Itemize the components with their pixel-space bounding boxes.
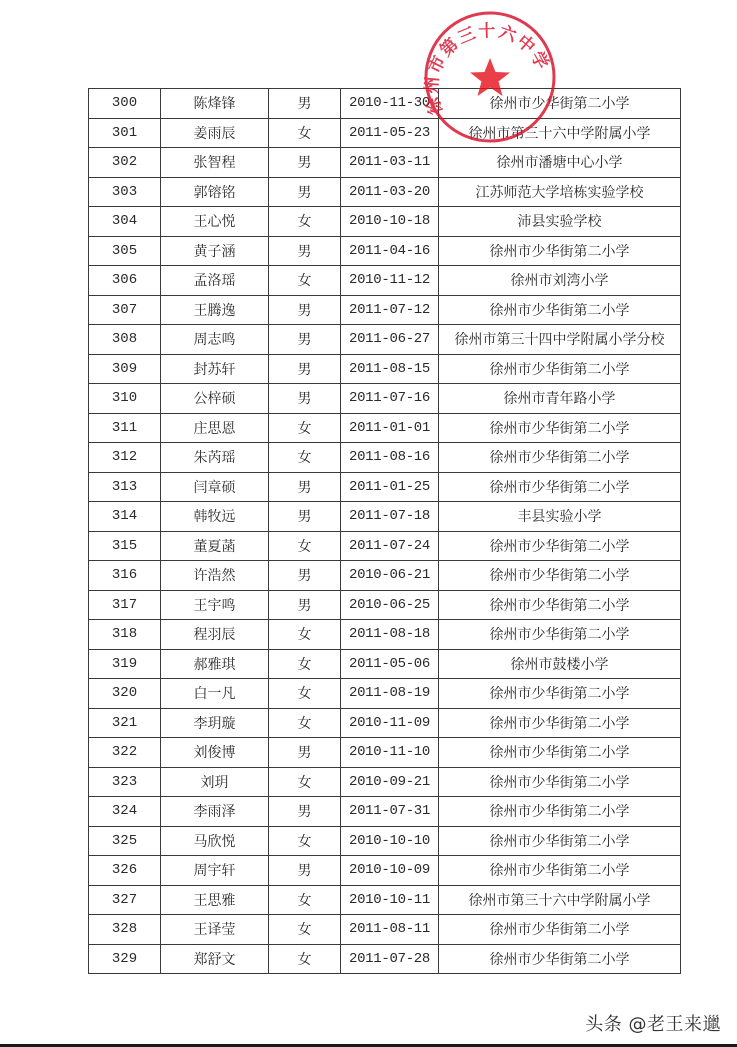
birth-date-cell: 2010-11-30 [341,89,439,119]
table-row [89,679,681,709]
table-row [89,885,681,915]
student-gender-cell: 女 [269,649,341,679]
birth-date-cell: 2011-01-01 [341,413,439,443]
school-name-cell: 徐州市少华街第二小学 [439,708,681,738]
birth-date-cell: 2011-07-12 [341,295,439,325]
birth-date-cell: 2011-03-11 [341,148,439,178]
row-number-cell: 318 [89,620,161,650]
student-gender-cell: 男 [269,384,341,414]
school-name-cell: 徐州市少华街第二小学 [439,826,681,856]
row-number-cell: 315 [89,531,161,561]
student-gender-cell: 女 [269,443,341,473]
table-row [89,207,681,237]
student-gender-cell: 女 [269,767,341,797]
row-number-cell: 328 [89,915,161,945]
school-name-cell: 徐州市第三十六中学附属小学 [439,118,681,148]
row-number-cell: 309 [89,354,161,384]
school-name-cell: 徐州市少华街第二小学 [439,944,681,974]
table-row [89,915,681,945]
row-number-cell: 324 [89,797,161,827]
student-gender-cell: 男 [269,325,341,355]
student-gender-cell: 女 [269,620,341,650]
birth-date-cell: 2011-01-25 [341,472,439,502]
student-name-cell: 王宇鸣 [161,590,269,620]
row-number-cell: 310 [89,384,161,414]
student-name-cell: 郑舒文 [161,944,269,974]
student-gender-cell: 女 [269,118,341,148]
student-name-cell: 闫章硕 [161,472,269,502]
student-name-cell: 郭镕铭 [161,177,269,207]
table-row [89,620,681,650]
student-name-cell: 封苏轩 [161,354,269,384]
row-number-cell: 308 [89,325,161,355]
student-name-cell: 韩牧远 [161,502,269,532]
table-row [89,502,681,532]
school-name-cell: 徐州市少华街第二小学 [439,89,681,119]
row-number-cell: 316 [89,561,161,591]
row-number-cell: 322 [89,738,161,768]
student-gender-cell: 女 [269,708,341,738]
student-gender-cell: 男 [269,472,341,502]
row-number-cell: 313 [89,472,161,502]
student-name-cell: 张智程 [161,148,269,178]
row-number-cell: 304 [89,207,161,237]
student-name-cell: 王思雅 [161,885,269,915]
student-gender-cell: 女 [269,531,341,561]
school-name-cell: 徐州市刘湾小学 [439,266,681,296]
row-number-cell: 317 [89,590,161,620]
birth-date-cell: 2011-08-11 [341,915,439,945]
student-name-cell: 王腾逸 [161,295,269,325]
student-gender-cell: 男 [269,856,341,886]
school-name-cell: 徐州市少华街第二小学 [439,620,681,650]
row-number-cell: 321 [89,708,161,738]
student-gender-cell: 女 [269,885,341,915]
birth-date-cell: 2010-11-10 [341,738,439,768]
birth-date-cell: 2011-08-16 [341,443,439,473]
row-number-cell: 326 [89,856,161,886]
row-number-cell: 325 [89,826,161,856]
birth-date-cell: 2011-07-18 [341,502,439,532]
table-row [89,148,681,178]
row-number-cell: 307 [89,295,161,325]
row-number-cell: 312 [89,443,161,473]
roster-body [89,89,681,974]
student-gender-cell: 男 [269,797,341,827]
student-gender-cell: 女 [269,266,341,296]
student-name-cell: 陈烽锋 [161,89,269,119]
student-name-cell: 李玥璇 [161,708,269,738]
school-name-cell: 徐州市少华街第二小学 [439,590,681,620]
school-name-cell: 丰县实验小学 [439,502,681,532]
row-number-cell: 301 [89,118,161,148]
seal-text: 徐州市第三十六中学 [421,21,553,117]
table-row [89,531,681,561]
student-gender-cell: 女 [269,826,341,856]
student-name-cell: 董夏菡 [161,531,269,561]
school-name-cell: 徐州市少华街第二小学 [439,413,681,443]
table-row [89,561,681,591]
student-name-cell: 白一凡 [161,679,269,709]
school-name-cell: 徐州市少华街第二小学 [439,443,681,473]
table-row [89,384,681,414]
student-name-cell: 朱芮瑶 [161,443,269,473]
school-name-cell: 徐州市少华街第二小学 [439,472,681,502]
table-row [89,826,681,856]
school-name-cell: 徐州市少华街第二小学 [439,797,681,827]
student-name-cell: 姜雨辰 [161,118,269,148]
table-row [89,708,681,738]
row-number-cell: 305 [89,236,161,266]
school-name-cell: 徐州市潘塘中心小学 [439,148,681,178]
row-number-cell: 306 [89,266,161,296]
birth-date-cell: 2010-10-10 [341,826,439,856]
table-row [89,590,681,620]
birth-date-cell: 2010-06-21 [341,561,439,591]
birth-date-cell: 2011-08-18 [341,620,439,650]
student-gender-cell: 女 [269,944,341,974]
birth-date-cell: 2010-11-09 [341,708,439,738]
table-row [89,738,681,768]
school-name-cell: 徐州市少华街第二小学 [439,679,681,709]
school-name-cell: 徐州市少华街第二小学 [439,354,681,384]
student-name-cell: 公梓硕 [161,384,269,414]
school-name-cell: 徐州市少华街第二小学 [439,856,681,886]
table-row [89,472,681,502]
birth-date-cell: 2010-10-18 [341,207,439,237]
table-row [89,266,681,296]
birth-date-cell: 2010-06-25 [341,590,439,620]
student-gender-cell: 男 [269,590,341,620]
row-number-cell: 300 [89,89,161,119]
table-row [89,295,681,325]
birth-date-cell: 2011-03-20 [341,177,439,207]
student-gender-cell: 女 [269,679,341,709]
school-name-cell: 徐州市少华街第二小学 [439,767,681,797]
birth-date-cell: 2011-07-31 [341,797,439,827]
student-gender-cell: 男 [269,354,341,384]
row-number-cell: 314 [89,502,161,532]
student-name-cell: 许浩然 [161,561,269,591]
birth-date-cell: 2011-06-27 [341,325,439,355]
table-row [89,118,681,148]
table-row [89,944,681,974]
birth-date-cell: 2011-04-16 [341,236,439,266]
birth-date-cell: 2011-08-19 [341,679,439,709]
student-gender-cell: 男 [269,148,341,178]
student-name-cell: 程羽辰 [161,620,269,650]
student-roster-table [88,88,681,974]
school-name-cell: 徐州市少华街第二小学 [439,295,681,325]
row-number-cell: 319 [89,649,161,679]
student-gender-cell: 女 [269,207,341,237]
birth-date-cell: 2010-10-11 [341,885,439,915]
school-name-cell: 徐州市第三十四中学附属小学分校 [439,325,681,355]
birth-date-cell: 2011-07-24 [341,531,439,561]
student-gender-cell: 女 [269,413,341,443]
student-gender-cell: 男 [269,502,341,532]
table-row [89,89,681,119]
student-gender-cell: 男 [269,295,341,325]
table-row [89,325,681,355]
student-name-cell: 周志鸣 [161,325,269,355]
birth-date-cell: 2010-09-21 [341,767,439,797]
row-number-cell: 329 [89,944,161,974]
row-number-cell: 303 [89,177,161,207]
table-row [89,177,681,207]
student-gender-cell: 男 [269,236,341,266]
student-name-cell: 周宇轩 [161,856,269,886]
school-name-cell: 徐州市第三十六中学附属小学 [439,885,681,915]
watermark: 头条 @老王来邋 [585,1014,721,1035]
student-name-cell: 王心悦 [161,207,269,237]
birth-date-cell: 2011-05-23 [341,118,439,148]
student-gender-cell: 男 [269,89,341,119]
student-name-cell: 王译莹 [161,915,269,945]
row-number-cell: 311 [89,413,161,443]
birth-date-cell: 2010-11-12 [341,266,439,296]
school-name-cell: 徐州市青年路小学 [439,384,681,414]
student-gender-cell: 女 [269,915,341,945]
birth-date-cell: 2011-05-06 [341,649,439,679]
birth-date-cell: 2011-07-28 [341,944,439,974]
student-gender-cell: 男 [269,561,341,591]
table-row [89,354,681,384]
school-name-cell: 徐州市少华街第二小学 [439,915,681,945]
student-name-cell: 孟洛瑶 [161,266,269,296]
student-name-cell: 马欣悦 [161,826,269,856]
table-row [89,856,681,886]
table-row [89,443,681,473]
student-name-cell: 黄子涵 [161,236,269,266]
table-row [89,797,681,827]
student-gender-cell: 男 [269,738,341,768]
birth-date-cell: 2010-10-09 [341,856,439,886]
student-gender-cell: 男 [269,177,341,207]
row-number-cell: 302 [89,148,161,178]
school-name-cell: 徐州市少华街第二小学 [439,561,681,591]
row-number-cell: 323 [89,767,161,797]
birth-date-cell: 2011-08-15 [341,354,439,384]
student-name-cell: 郝雅琪 [161,649,269,679]
table-row [89,767,681,797]
school-name-cell: 徐州市少华街第二小学 [439,531,681,561]
table-row [89,413,681,443]
student-name-cell: 刘玥 [161,767,269,797]
school-name-cell: 徐州市少华街第二小学 [439,236,681,266]
row-number-cell: 327 [89,885,161,915]
student-name-cell: 刘俊博 [161,738,269,768]
birth-date-cell: 2011-07-16 [341,384,439,414]
student-name-cell: 庄思恩 [161,413,269,443]
student-name-cell: 李雨泽 [161,797,269,827]
school-name-cell: 江苏师范大学培栋实验学校 [439,177,681,207]
school-name-cell: 沛县实验学校 [439,207,681,237]
school-name-cell: 徐州市鼓楼小学 [439,649,681,679]
row-number-cell: 320 [89,679,161,709]
table-row [89,649,681,679]
school-name-cell: 徐州市少华街第二小学 [439,738,681,768]
table-row [89,236,681,266]
